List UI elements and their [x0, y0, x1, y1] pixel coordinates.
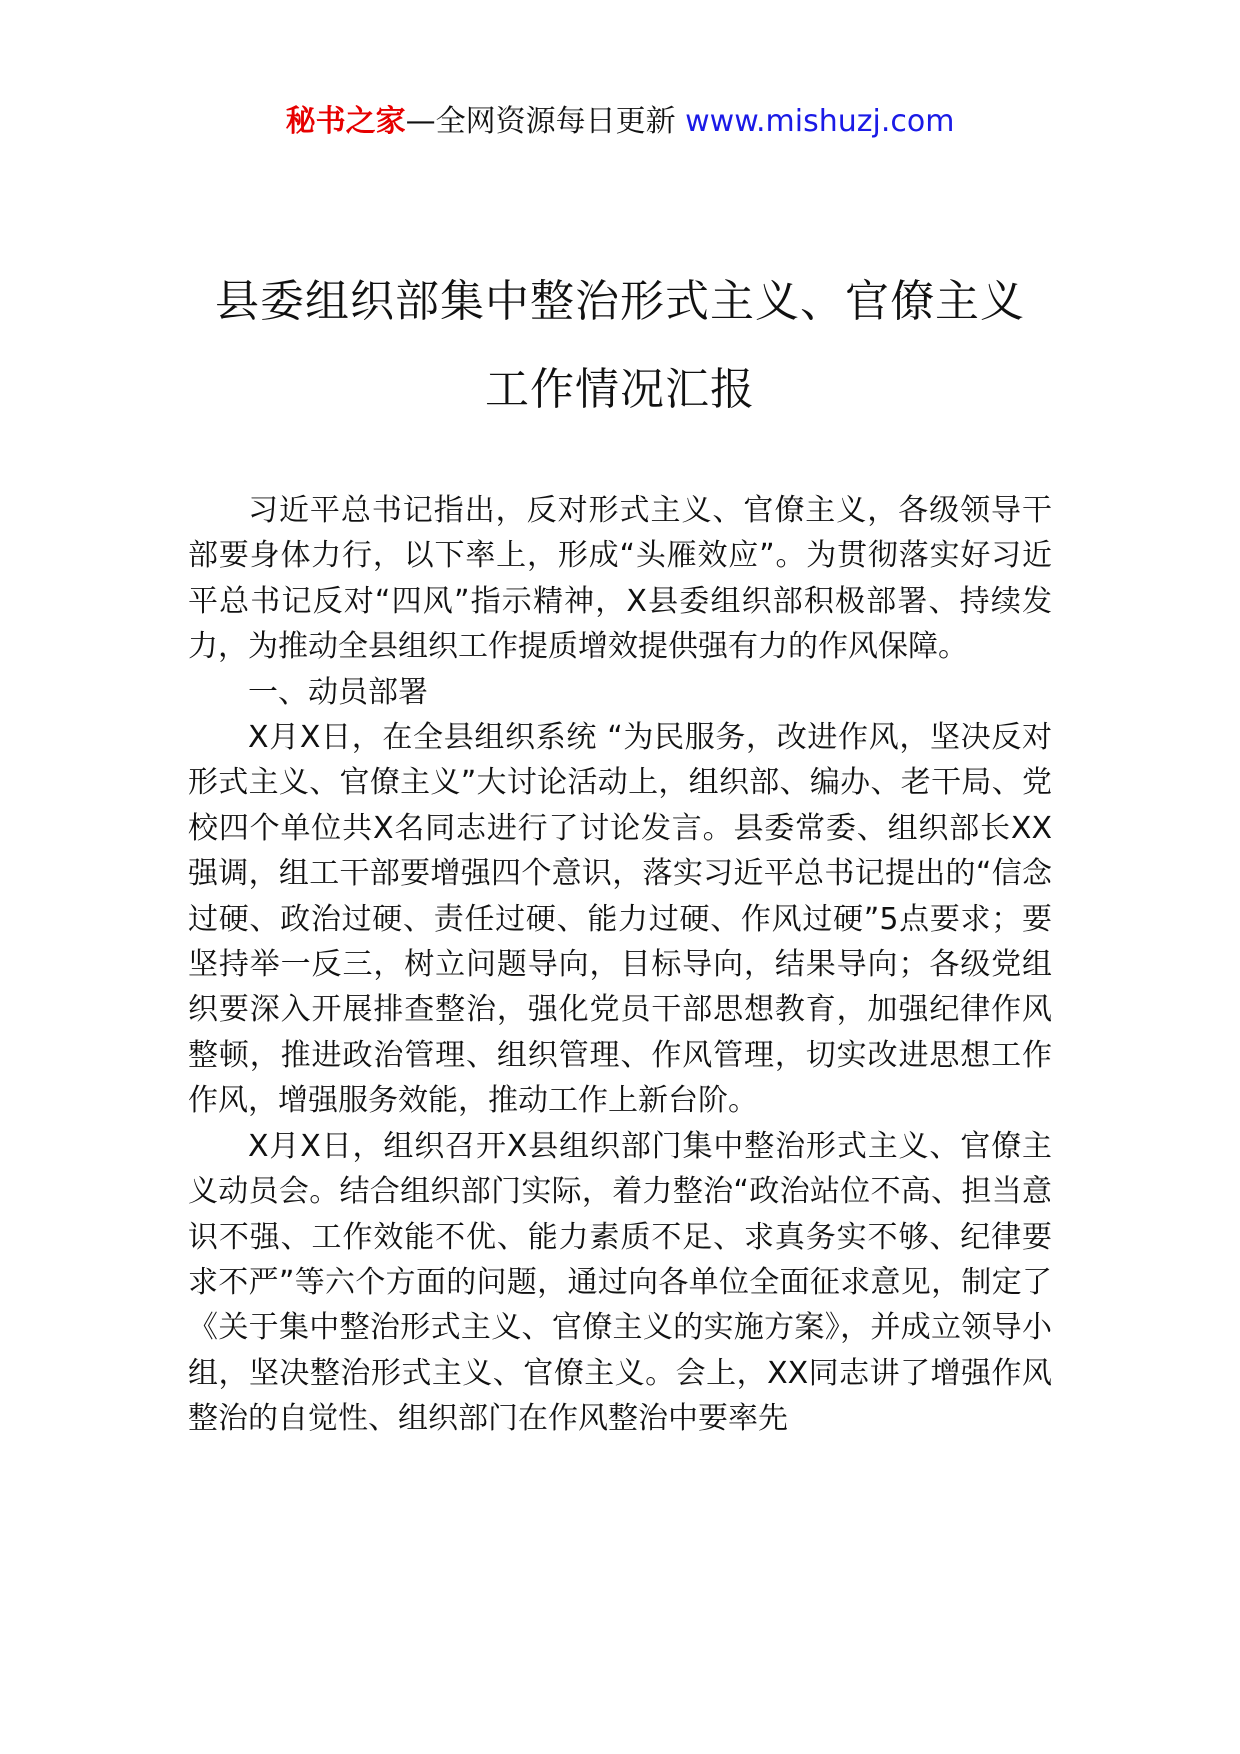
brand-name: 秘书之家	[285, 104, 406, 139]
document-title	[150, 258, 1090, 434]
title-line-1: 县委组织部集中整治形式主义、官僚主义	[215, 276, 1025, 327]
paragraph-intro: 习近平总书记指出，反对形式主义、官僚主义，各级领导干部要身体力行，以下率上，形成“头雁效应”。为贯彻落实好习近平总书记反对“四风”指示精神，X县委组织部积极部署、持续发力，为推动全县组织工作提质增效提供强有力的作风保障。	[188, 493, 1052, 665]
header-slogan: —全网资源每日更新	[405, 104, 676, 139]
paragraph-mobilization-meeting: X月X日，组织召开X县组织部门集中整治形式主义、官僚主义动员会。结合组织部门实际，着力整治“政治站位不高、担当意识不强、工作效能不优、能力素质不足、求真务实不够、纪律要求不严”等六个方面的问题，通过向各单位全面征求意见，制定了《关于集中整治形式主义、官僚主义的实施方案》，并成立领导小组，坚决整治形式主义、官僚主义。会上，XX同志讲了增强作风整治的自觉性、组织部门在作风整治中要率先	[188, 1128, 1052, 1437]
document-body	[188, 488, 1052, 1442]
title-line-2: 工作情况汇报	[485, 364, 755, 415]
paragraph-discussion-event: X月X日，在全县组织系统 “为民服务，改进作风，坚决反对形式主义、官僚主义”大讨论活动上，组织部、编办、老干局、党校四个单位共X名同志进行了讨论发言。县委常委、组织部长XX强调，组工干部要增强四个意识，落实习近平总书记提出的“信念过硬、政治过硬、责任过硬、能力过硬、作风过硬”5点要求；要坚持举一反三，树立问题导向，目标导向，结果导向；各级党组织要深入开展排查整治，强化党员干部思想教育，加强纪律作风整顿，推进政治管理、组织管理、作风管理，切实改进思想工作作风，增强服务效能，推动工作上新台阶。	[188, 720, 1052, 1119]
site-header	[0, 100, 1240, 144]
site-url-link[interactable]: www.mishuzj.com	[685, 104, 955, 139]
section-heading-mobilization: 一、动员部署	[248, 674, 428, 710]
